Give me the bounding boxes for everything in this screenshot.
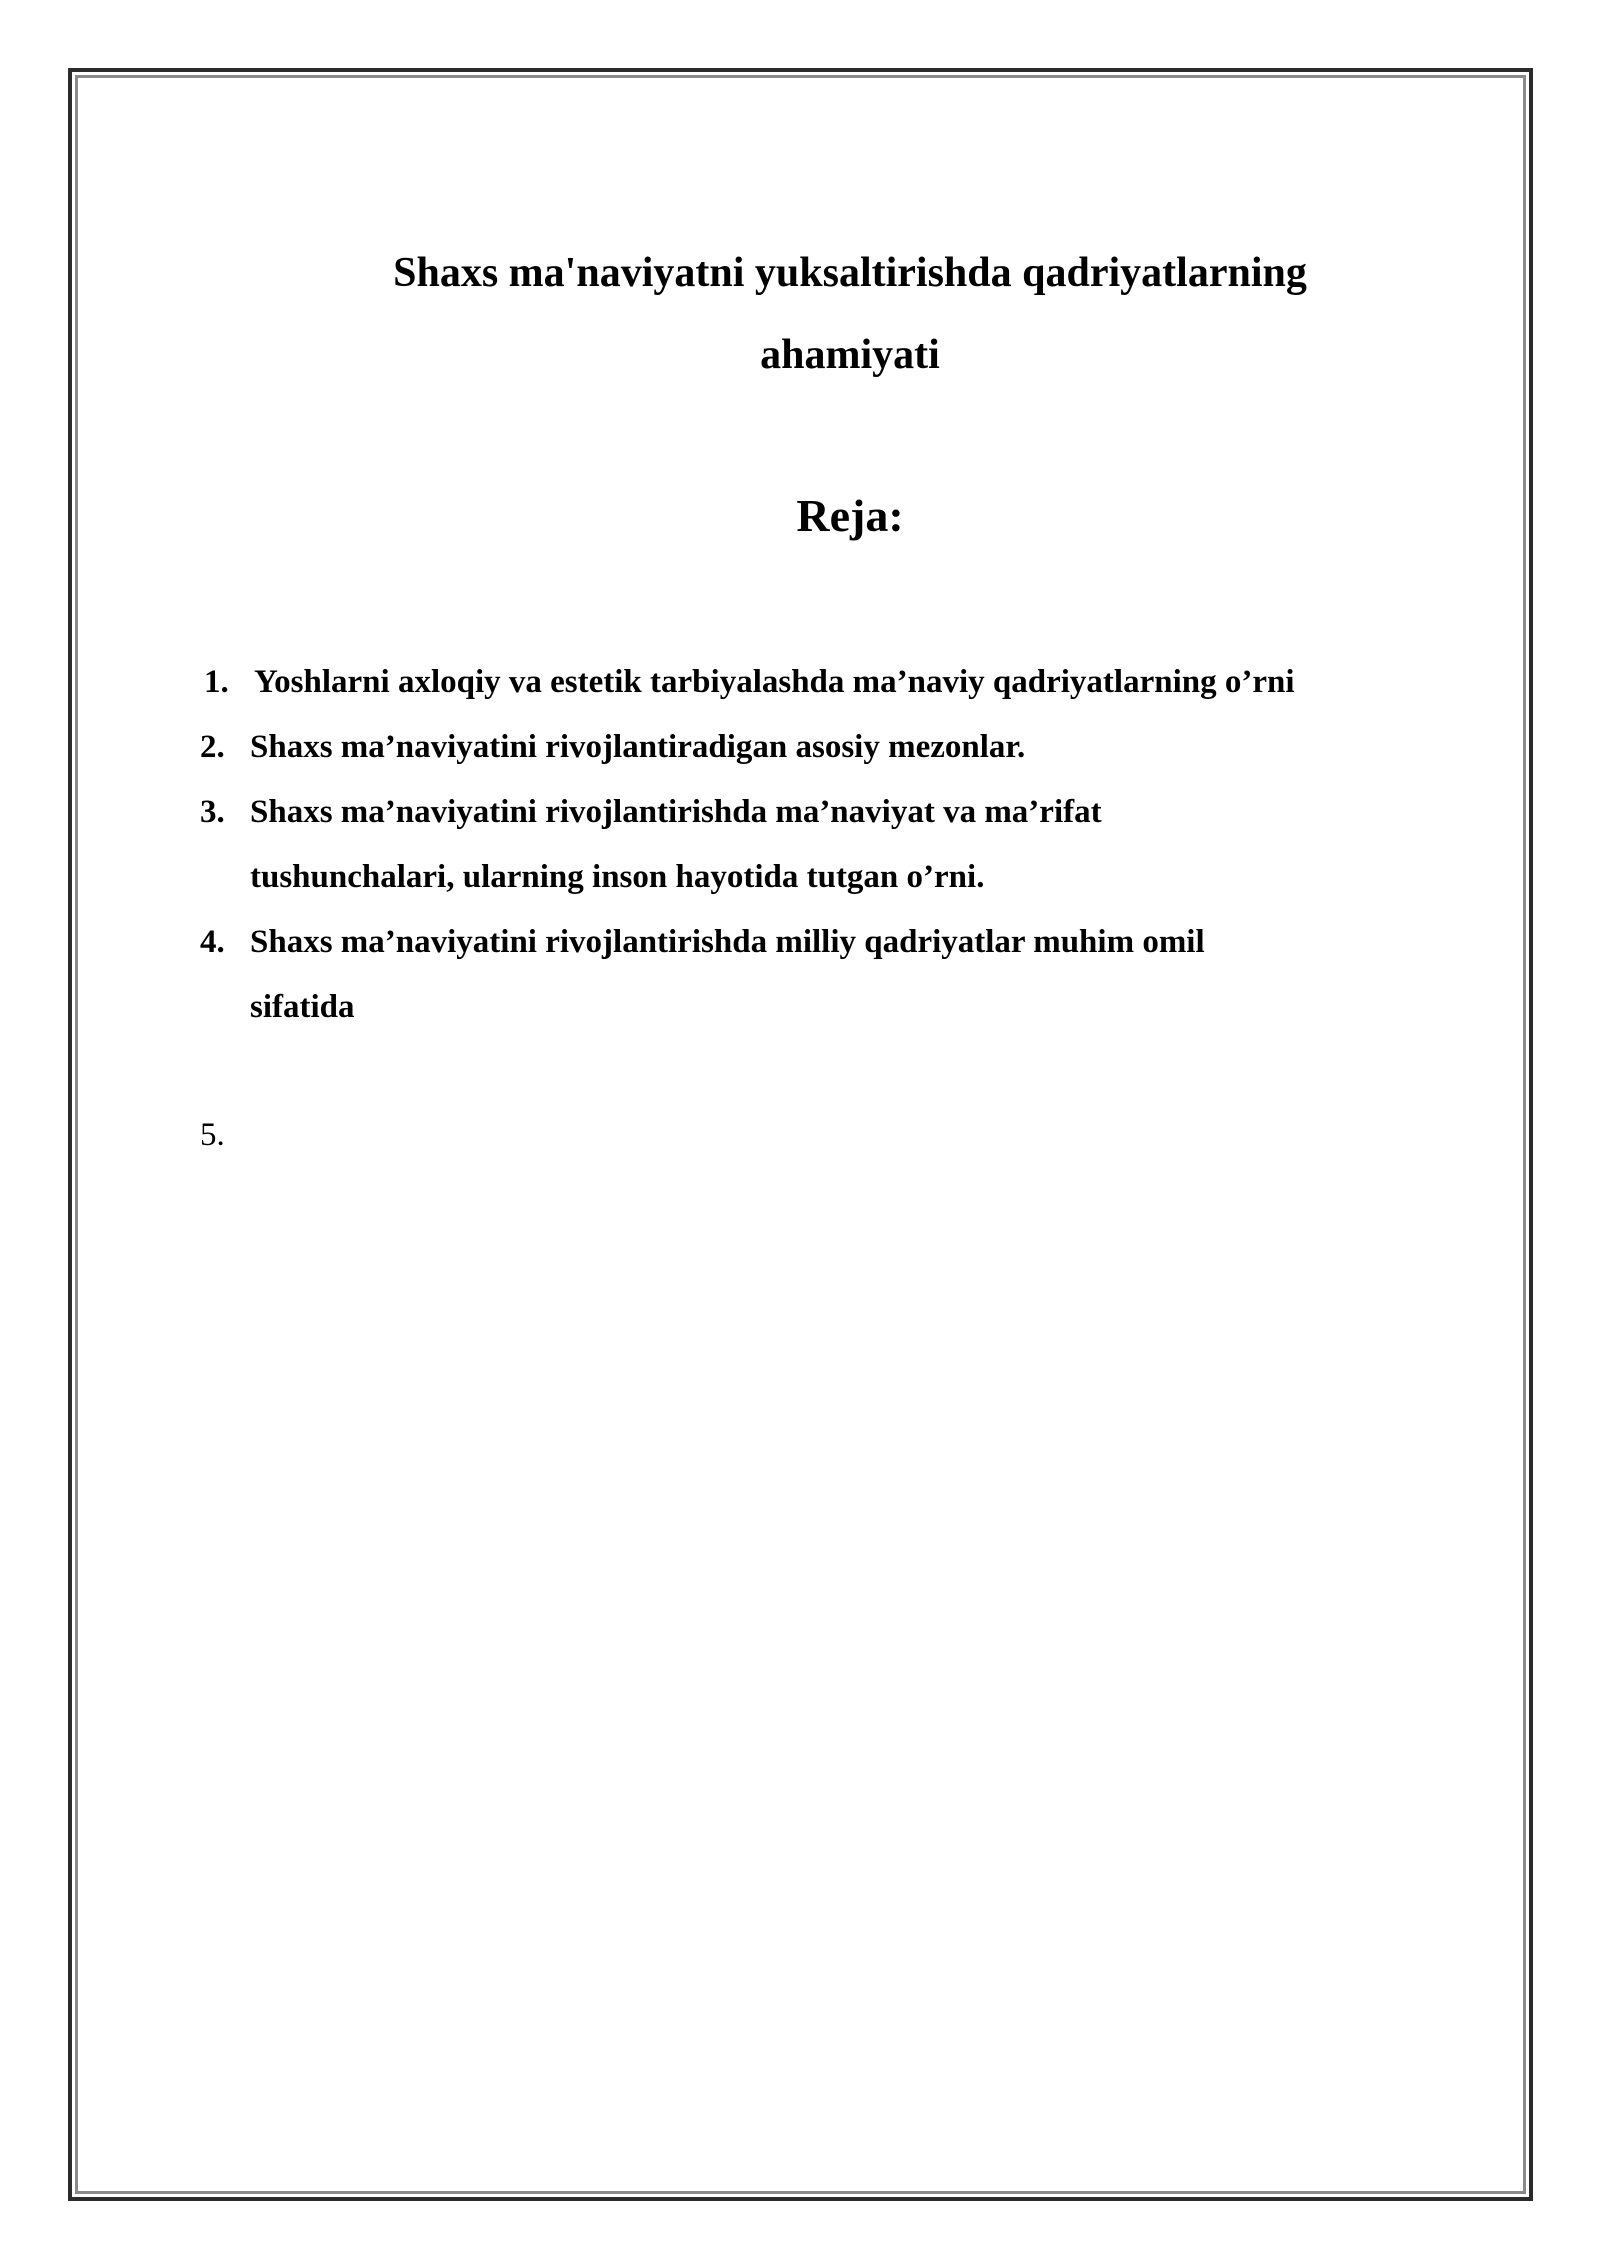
plan-item-2 xyxy=(200,715,1480,780)
document-title-line-1: Shaxs ma'naviyatni yuksaltirishda qadriyatlarning xyxy=(393,250,1307,296)
document-title xyxy=(200,232,1500,396)
plan-item-4 xyxy=(200,910,1480,1040)
plan-item-1 xyxy=(200,650,1480,715)
plan-item-number: 1. xyxy=(204,664,229,700)
plan-item-3 xyxy=(200,780,1480,910)
plan-item-text-line-1: Shaxs ma’naviyatini rivojlantirishda ma’naviyat va ma’rifat xyxy=(250,794,1102,830)
plan-item-text: Shaxs ma’naviyatini rivojlantiradigan asosiy mezonlar. xyxy=(250,729,1026,765)
plan-item-number: 2. xyxy=(200,729,225,765)
plan-item-number: 3. xyxy=(200,794,225,830)
plan-item-text-line-2: sifatida xyxy=(250,989,355,1025)
plan-item-number: 4. xyxy=(200,924,225,960)
plan-item-text-line-1: Shaxs ma’naviyatini rivojlantirishda milliy qadriyatlar muhim omil xyxy=(250,924,1205,960)
plan-list xyxy=(200,650,1480,1040)
plan-item-text: Yoshlarni axloqiy va estetik tarbiyalashda ma’naviy qadriyatlarning o’rni xyxy=(254,664,1295,700)
empty-list-number: 5. xyxy=(200,1117,225,1153)
document-title-line-2: ahamiyati xyxy=(760,332,940,378)
plan-heading: Reja: xyxy=(796,490,904,541)
plan-item-text-line-2: tushunchalari, ularning inson hayotida tutgan o’rni. xyxy=(250,859,985,895)
